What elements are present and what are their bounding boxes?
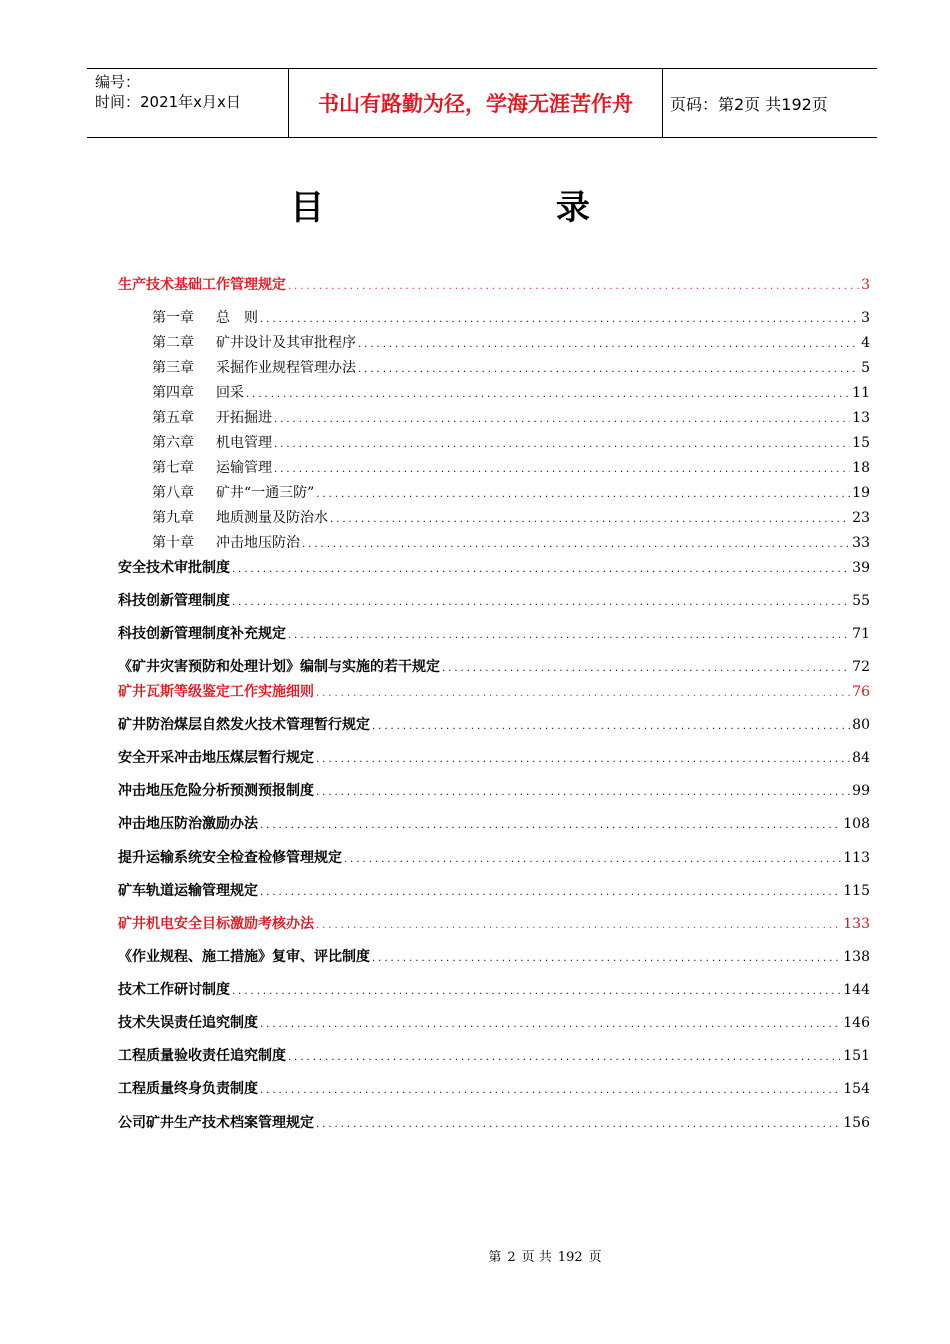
toc-leader-dots — [372, 952, 841, 966]
toc-leader-dots — [274, 438, 850, 452]
footer-suffix: 页 — [588, 1250, 602, 1265]
page-footer — [0, 1246, 950, 1265]
toc-entry-label: 生产技术基础工作管理规定 — [118, 277, 286, 293]
toc-entry[interactable] — [118, 588, 870, 610]
toc-entry[interactable] — [118, 621, 870, 643]
toc-chapter-number: 第二章 — [152, 335, 194, 351]
toc-entry[interactable] — [118, 745, 870, 767]
toc-entry-label: 公司矿井生产技术档案管理规定 — [118, 1115, 314, 1131]
toc-leader-dots — [442, 662, 850, 676]
toc-leader-dots — [246, 388, 850, 402]
toc-entry[interactable] — [118, 811, 870, 833]
toc-title: 目 录 — [290, 188, 700, 228]
toc-entry[interactable] — [118, 555, 870, 577]
toc-leader-dots — [302, 538, 850, 552]
toc-page-number: 18 — [852, 460, 870, 476]
toc-entry[interactable] — [118, 1043, 870, 1065]
toc-entry-label: 运输管理 — [216, 460, 272, 476]
toc-entry-label: 科技创新管理制度 — [118, 593, 230, 609]
toc-entry[interactable] — [152, 305, 870, 327]
toc-leader-dots — [288, 280, 859, 294]
toc-page-number: 146 — [843, 1015, 870, 1031]
toc-page-number: 4 — [861, 335, 870, 351]
toc-chapter-number: 第一章 — [152, 310, 194, 326]
toc-entry-label: 回采 — [216, 385, 244, 401]
toc-chapter-number: 第四章 — [152, 385, 194, 401]
toc-entry-label: 地质测量及防治水 — [216, 510, 328, 526]
toc-entry[interactable] — [118, 1010, 870, 1032]
toc-entry-label: 采掘作业规程管理办法 — [216, 360, 356, 376]
toc-page-number: 151 — [843, 1048, 870, 1064]
footer-prefix: 第 — [488, 1250, 502, 1265]
toc-chapter-number: 第十章 — [152, 535, 194, 551]
toc-leader-dots — [288, 1051, 841, 1065]
toc-page-number: 39 — [852, 560, 870, 576]
toc-entry-label: 冲击地压防治 — [216, 535, 300, 551]
toc-leader-dots — [316, 919, 841, 933]
toc-page-number: 11 — [852, 385, 870, 401]
toc-leader-dots — [358, 338, 859, 352]
toc-entry[interactable] — [152, 505, 870, 527]
toc-chapter-number: 第八章 — [152, 485, 194, 501]
toc-entry-label: 工程质量验收责任追究制度 — [118, 1048, 286, 1064]
toc-entry-label: 矿井机电安全目标激励考核办法 — [118, 916, 314, 932]
toc-entry-label: 冲击地压危险分析预测预报制度 — [118, 783, 314, 799]
footer-total-pages: 192 — [557, 1250, 583, 1265]
page-header — [87, 68, 877, 138]
toc-leader-dots — [274, 413, 850, 427]
toc-page-number: 138 — [843, 949, 870, 965]
toc-page-number: 3 — [861, 277, 870, 293]
toc-entry-label: 《矿井灾害预防和处理计划》编制与实施的若干规定 — [118, 659, 440, 675]
toc-entry-label: 《作业规程、施工措施》复审、评比制度 — [118, 949, 370, 965]
toc-leader-dots — [274, 463, 850, 477]
footer-current-page: 2 — [507, 1250, 516, 1265]
toc-leader-dots — [316, 488, 850, 502]
toc-entry[interactable] — [118, 679, 870, 701]
toc-entry[interactable] — [118, 944, 870, 966]
toc-chapter-number: 第三章 — [152, 360, 194, 376]
toc-chapter-number: 第五章 — [152, 410, 194, 426]
toc-leader-dots — [316, 1118, 841, 1132]
toc-leader-dots — [260, 886, 841, 900]
document-date: 时间：2021年x月x日 — [95, 93, 241, 111]
toc-chapter-number: 第七章 — [152, 460, 194, 476]
toc-entry[interactable] — [118, 778, 870, 800]
toc-chapter-number: 第六章 — [152, 435, 194, 451]
toc-leader-dots — [372, 720, 850, 734]
toc-leader-dots — [232, 596, 850, 610]
footer-middle: 页 共 — [521, 1250, 552, 1265]
toc-page-number: 23 — [852, 510, 870, 526]
toc-page-number: 19 — [852, 485, 870, 501]
toc-page-number: 154 — [843, 1081, 870, 1097]
toc-leader-dots — [288, 629, 850, 643]
toc-chapter-number: 第九章 — [152, 510, 194, 526]
toc-leader-dots — [316, 786, 850, 800]
header-motto: 书山有路勤为径，学海无涯苦作舟 — [288, 69, 663, 137]
toc-entry[interactable] — [118, 654, 870, 676]
toc-entry-label: 安全技术审批制度 — [118, 560, 230, 576]
toc-entry[interactable] — [152, 530, 870, 552]
toc-leader-dots — [260, 313, 859, 327]
toc-entry[interactable] — [118, 712, 870, 734]
toc-leader-dots — [316, 753, 850, 767]
toc-page-number: 113 — [843, 850, 870, 866]
toc-entry[interactable] — [118, 272, 870, 294]
toc-page-number: 156 — [843, 1115, 870, 1131]
toc-entry[interactable] — [152, 455, 870, 477]
toc-page-number: 144 — [843, 982, 870, 998]
toc-entry[interactable] — [152, 430, 870, 452]
toc-entry[interactable] — [118, 977, 870, 999]
toc-page-number: 33 — [852, 535, 870, 551]
toc-entry-label: 矿井“一通三防” — [216, 485, 315, 501]
toc-page-number: 13 — [852, 410, 870, 426]
toc-entry-label: 工程质量终身负责制度 — [118, 1081, 258, 1097]
toc-page-number: 55 — [852, 593, 870, 609]
toc-page-number: 71 — [852, 626, 870, 642]
toc-leader-dots — [358, 363, 859, 377]
toc-entry[interactable] — [118, 1110, 870, 1132]
toc-entry-label: 矿井设计及其审批程序 — [216, 335, 356, 351]
toc-page-number: 84 — [852, 750, 870, 766]
toc-page-number: 72 — [852, 659, 870, 675]
toc-page-number: 99 — [852, 783, 870, 799]
toc-page-number: 80 — [852, 717, 870, 733]
toc-entry[interactable] — [152, 405, 870, 427]
toc-leader-dots — [330, 513, 850, 527]
toc-entry-label: 矿井防治煤层自然发火技术管理暂行规定 — [118, 717, 370, 733]
toc-leader-dots — [260, 1084, 841, 1098]
toc-entry-label: 冲击地压防治激励办法 — [118, 816, 258, 832]
toc-page-number: 76 — [852, 684, 870, 700]
toc-leader-dots — [260, 819, 841, 833]
toc-entry[interactable] — [152, 355, 870, 377]
header-meta — [95, 69, 287, 137]
toc-entry-label: 开拓掘进 — [216, 410, 272, 426]
toc-entry-label: 安全开采冲击地压煤层暂行规定 — [118, 750, 314, 766]
toc-leader-dots — [344, 853, 841, 867]
toc-page-number: 5 — [861, 360, 870, 376]
toc-entry-label: 提升运输系统安全检查检修管理规定 — [118, 850, 342, 866]
header-page-info: 页码：第2页 共192页 — [670, 94, 828, 114]
toc-page-number: 133 — [843, 916, 870, 932]
toc-entry[interactable] — [118, 845, 870, 867]
toc-entry-label: 总 则 — [216, 310, 258, 326]
toc-entry-label: 技术失误责任追究制度 — [118, 1015, 258, 1031]
toc-page-number: 115 — [843, 883, 870, 899]
toc-entry[interactable] — [152, 330, 870, 352]
toc-entry[interactable] — [118, 911, 870, 933]
toc-entry[interactable] — [118, 1076, 870, 1098]
toc-entry[interactable] — [152, 480, 870, 502]
toc-entry-label: 机电管理 — [216, 435, 272, 451]
toc-entry-label: 科技创新管理制度补充规定 — [118, 626, 286, 642]
toc-entry[interactable] — [152, 380, 870, 402]
toc-page-number: 108 — [843, 816, 870, 832]
toc-page-number: 3 — [861, 310, 870, 326]
document-number-label: 编号： — [95, 73, 141, 91]
toc-entry-label: 技术工作研讨制度 — [118, 982, 230, 998]
toc-leader-dots — [232, 563, 850, 577]
toc-entry-label: 矿车轨道运输管理规定 — [118, 883, 258, 899]
toc-leader-dots — [260, 1018, 841, 1032]
toc-entry[interactable] — [118, 878, 870, 900]
toc-entry-label: 矿井瓦斯等级鉴定工作实施细则 — [118, 684, 314, 700]
toc-page-number: 15 — [852, 435, 870, 451]
toc-leader-dots — [232, 985, 841, 999]
toc-leader-dots — [316, 687, 850, 701]
